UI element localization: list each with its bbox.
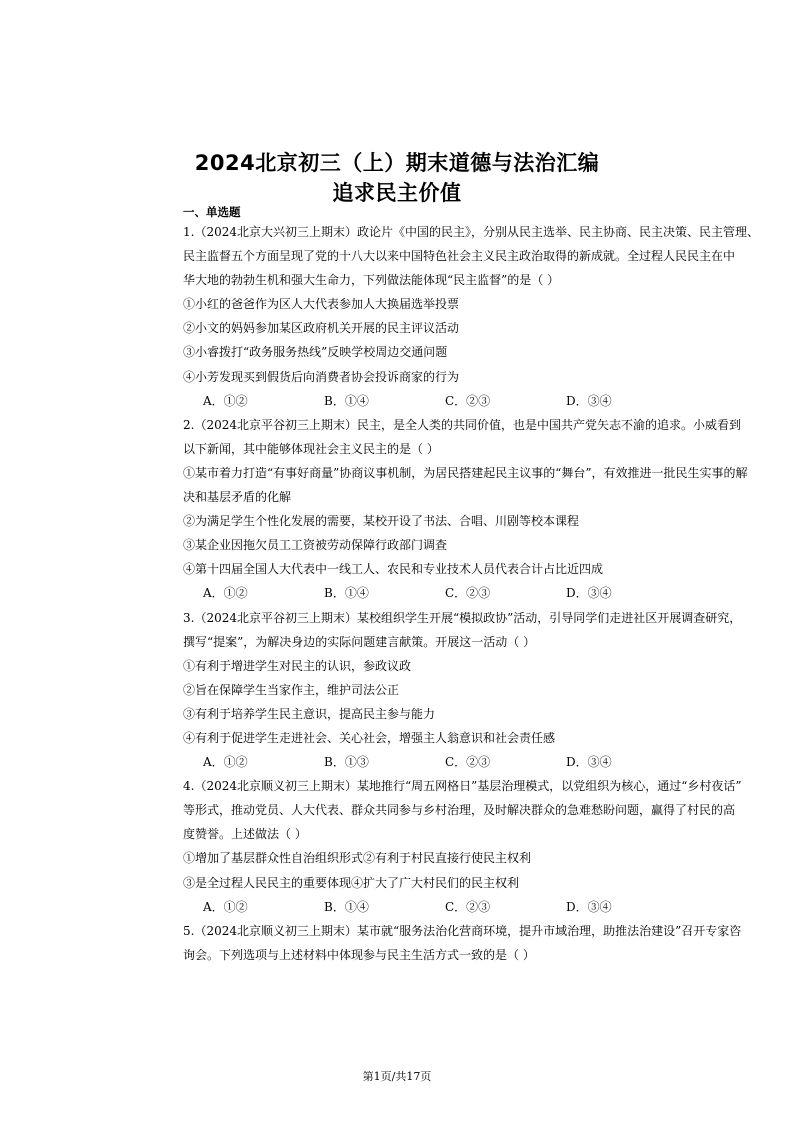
answer-option: D．③④ (566, 586, 612, 601)
section-heading: 一、单选题 (183, 205, 241, 219)
question-line: ④有利于促进学生走进社会、关心社会，增强主人翁意识和社会责任感 (183, 730, 556, 745)
answer-option: D．③④ (566, 393, 612, 408)
question-line: 决和基层矛盾的化解 (183, 490, 292, 505)
question-line: 等形式，推动党员、人大代表、群众共同参与乡村治理，及时解决群众的急难愁盼问题，赢得了村民的高 (183, 803, 736, 818)
document-subtitle: 追求民主价值 (332, 181, 462, 205)
answer-options (183, 581, 785, 605)
question-line: 撰写“提案”，为解决身边的实际问题建言献策。开展这一活动（ ） (183, 634, 536, 649)
question-line: ③某企业因拖欠员工工资被劳动保障行政部门调查 (183, 538, 448, 553)
question-line: 民主监督五个方面呈现了党的十八大以来中国特色社会主义民主政治取得的新成就。全过程人民民主在中 (183, 249, 736, 264)
question-block (183, 606, 785, 775)
question-line: ③有利于培养学生民主意识，提高民主参与能力 (183, 706, 436, 721)
question-line: ①小红的爸爸作为区人大代表参加人大换届选举投票 (183, 297, 460, 312)
document-title: 2024北京初三（上）期末道德与法治汇编 (194, 151, 600, 175)
question-line: ③小睿拨打“政务服务热线”反映学校周边交通问题 (183, 345, 448, 360)
question-line: ②为满足学生个性化发展的需要，某校开设了书法、合唱、川剧等校本课程 (183, 514, 580, 529)
question-stem: 3.（2024北京平谷初三上期末）某校组织学生开展“模拟政协”活动，引导同学们走进社区开展调查研究， (183, 610, 742, 625)
question-block (183, 220, 785, 413)
question-list (183, 220, 785, 967)
question-line: ②小文的妈妈参加某区政府机关开展的民主评议活动 (183, 321, 460, 336)
answer-option: A．①② (203, 899, 248, 914)
question-line: ②旨在保障学生当家作主，维护司法公正 (183, 682, 400, 697)
question-line: ④小芳发现买到假货后向消费者协会投诉商家的行为 (183, 369, 460, 384)
answer-options (183, 895, 785, 919)
page-footer: 第1页/共17页 (362, 1070, 432, 1083)
question-stem: 1.（2024北京大兴初三上期末）政论片《中国的民主》，分别从民主选举、民主协商、民主决策、民主管理、 (183, 225, 759, 239)
question-stem: 4.（2024北京顺义初三上期末）某地推行“周五网格日”基层治理模式，以党组织为核心，通过“乡村夜话” (183, 779, 742, 794)
answer-option: B．①④ (324, 393, 369, 408)
answer-option: A．①② (203, 755, 248, 770)
question-line: ③是全过程人民民主的重要体现④扩大了广大村民们的民主权利 (183, 875, 520, 890)
question-line: 度赞誉。上述做法（ ） (183, 827, 307, 842)
question-line: ①有利于增进学生对民主的认识，参政议政 (183, 658, 412, 673)
answer-option: B．①③ (324, 755, 369, 770)
question-stem: 2.（2024北京平谷初三上期末）民主，是全人类的共同价值，也是中国共产党矢志不渝的追求。小威看到 (183, 417, 741, 432)
question-line: 以下新闻，其中能够体现社会主义民主的是（ ） (183, 441, 439, 456)
answer-options (183, 389, 785, 413)
question-block (183, 413, 785, 606)
question-line: ①某市着力打造“有事好商量”协商议事机制，为居民搭建起民主议事的“舞台”，有效推进一批民生实事的解 (183, 465, 748, 480)
question-line: 华大地的勃勃生机和强大生命力，下列做法能体现“民主监督”的是（ ） (183, 273, 560, 288)
answer-option: C．②③ (445, 899, 491, 914)
question-line: ①增加了基层群众性自治组织形式②有利于村民直接行使民主权利 (183, 851, 532, 866)
question-line: 询会。下列选项与上述材料中体现参与民主生活方式一致的是（ ） (183, 947, 535, 962)
answer-option: D．③④ (566, 755, 612, 770)
question-stem: 5.（2024北京顺义初三上期末）某市就“服务法治化营商环境，提升市域治理，助推法治建设”召开专家咨 (183, 923, 742, 938)
question-block (183, 774, 785, 919)
question-block (183, 919, 785, 967)
answer-option: B．①④ (324, 586, 369, 601)
answer-options (183, 750, 785, 774)
answer-option: A．①② (203, 393, 248, 408)
answer-option: C．②③ (445, 393, 491, 408)
title-block (0, 148, 794, 208)
answer-option: D．③④ (566, 899, 612, 914)
answer-option: A．①② (203, 586, 248, 601)
question-line: ④第十四届全国人大代表中一线工人、农民和专业技术人员代表合计占比近四成 (183, 562, 604, 577)
answer-option: C．②③ (445, 755, 491, 770)
answer-option: B．①④ (324, 899, 369, 914)
content-area (183, 205, 785, 967)
answer-option: C．②③ (445, 586, 491, 601)
